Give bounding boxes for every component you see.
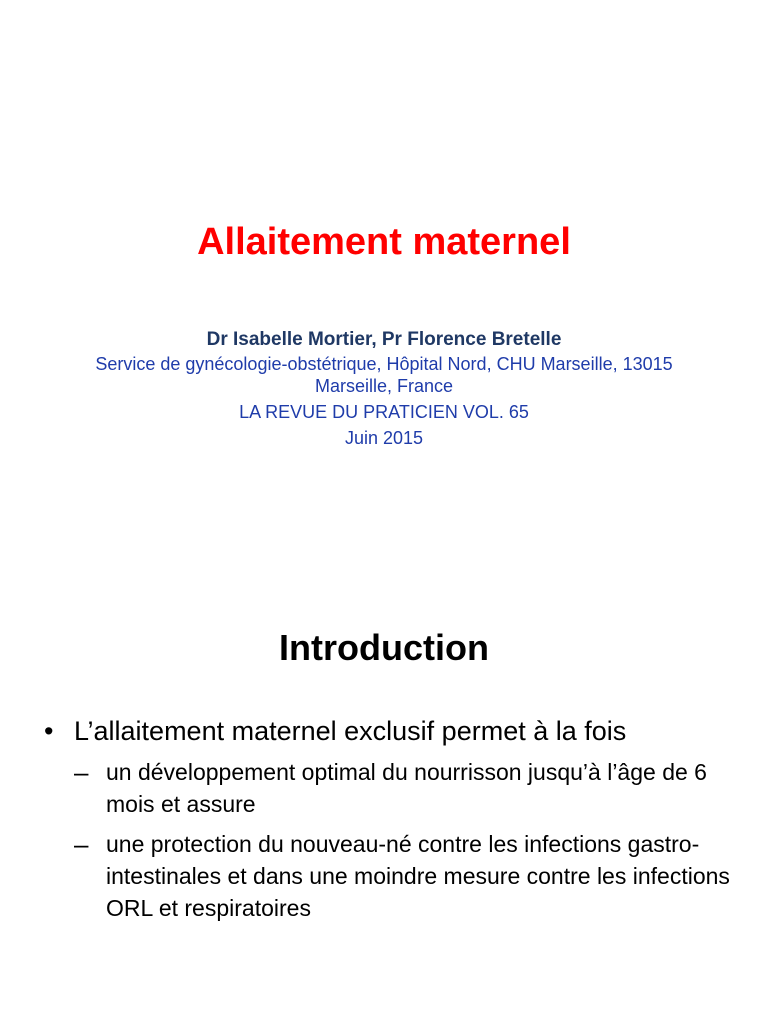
affiliation-line: Service de gynécologie-obstétrique, Hôpital Nord, CHU Marseille, 13015 Marseille, France [95, 354, 673, 396]
sub-bullet-text: un développement optimal du nourrisson jusqu’à l’âge de 6 mois et assure [106, 759, 707, 817]
date-line: Juin 2015 [344, 428, 424, 448]
slide-title: Allaitement maternel [197, 221, 571, 263]
bullet-list [40, 714, 740, 924]
introduction-title: Introduction [279, 627, 489, 668]
sub-bullet-marker: – [74, 829, 89, 859]
sub-bullet-item [40, 828, 740, 924]
bullet-text: L’allaitement maternel exclusif permet à la fois [74, 716, 627, 746]
sub-bullet-marker: – [74, 757, 89, 787]
authors-line: Dr Isabelle Mortier, Pr Florence Bretelle [206, 329, 562, 350]
bullet-marker: • [44, 716, 54, 746]
bullet-item [40, 714, 740, 748]
journal-line: LA REVUE DU PRATICIEN VOL. 65 [239, 402, 529, 422]
introduction-slide [0, 576, 768, 1024]
subtitle-block [90, 327, 678, 449]
sub-bullet-text: une protection du nouveau-né contre les infections gastro-intestinales et dans une moindre mesure contre les infections ORL et respiratoires [106, 831, 730, 921]
sub-bullet-item [40, 756, 740, 820]
